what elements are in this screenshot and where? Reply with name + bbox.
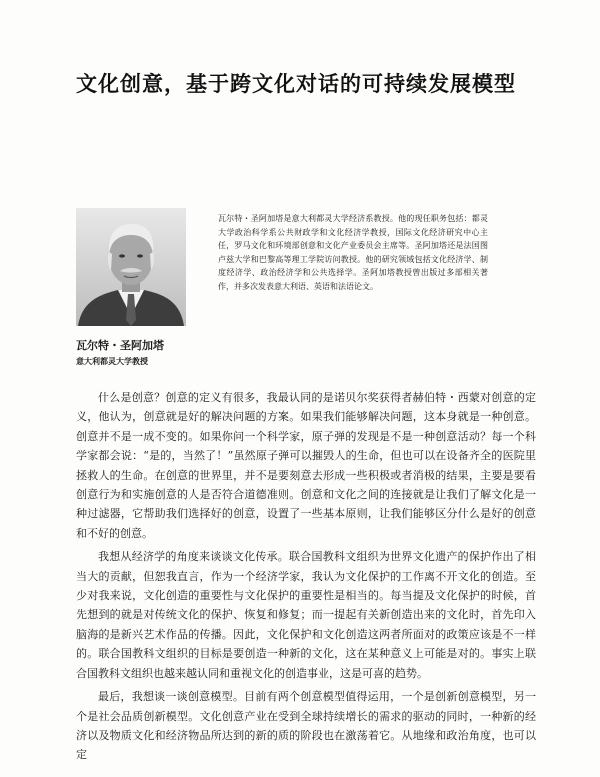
body-paragraph: 我想从经济学的角度来谈谈文化传承。联合国教科文组织为世界文化遗产的保护作出了相当大的贡献，但恕我直言，作为一个经济学家，我认为文化保护的工作离不开文化的创造。至少对我来说，文化创造的重要性与文化保护的重要性是相当的。每当提及文化保护的时候，首先想到的就是对传统文化的保护、恢复和修复；而一提起有关新创造出来的文化时，首先印入脑海的是新兴艺术作品的传播。因此，文化保护和文化创造这两者所面对的政策应该是不一样的。联合国教科文组织的目标是要创造一种新的文化，这在某种意义上可能是对的。事实上联合国教科文组织也越来越认同和重视文化的创造事业，这是可喜的趋势。 — [76, 550, 536, 680]
author-photo — [76, 208, 186, 326]
article-body — [76, 388, 536, 769]
body-paragraph: 什么是创意？创意的定义有很多，我最认同的是诺贝尔奖获得者赫伯特・西蒙对创意的定义，他认为，创意就是好的解决问题的方案。如果我们能够解决问题，这本身就是一种创意。创意并不是一成不变的。如果你问一个科学家，原子弹的发现是不是一种创意活动？每一个科学家都会说：“是的，当然了！”虽然原子弹可以摧毁人的生命，但也可以在设备齐全的医院里拯救人的生命。在创意的世界里，并不是要刻意去形成一些积极或者消极的结果，主要是要看创意行为和实施创意的人是否符合道德准则。创意和文化之间的连接就是让我们了解文化是一种过滤器，它帮助我们选择好的创意，设置了一些基本原则，让我们能够区分什么是好的创意和不好的创意。 — [76, 391, 536, 540]
author-affiliation: 意大利都灵大学教授 — [76, 357, 148, 366]
author-bio: 瓦尔特・圣阿加塔是意大利都灵大学经济系教授。他的现任职务包括：都灵大学政治科学系公共财政学和文化经济学教授，国际文化经济研究中心主任，罗马文化和环境部创意和文化产业委员会主席等。圣阿加塔还是法国图卢兹大学和巴黎高等理工学院访问教授。他的研究领域包括文化经济学、制度经济学、政治经济学和公共选择学。圣阿加塔教授曾出版过多部相关著作，并多次发表意大利语、英语和法语论文。 — [218, 214, 488, 291]
article-title: 文化创意，基于跨文化对话的可持续发展模型 — [76, 72, 516, 96]
author-name: 瓦尔特・圣阿加塔 — [76, 339, 164, 352]
body-paragraph: 最后，我想谈一谈创意模型。目前有两个创意模型值得运用，一个是创新创意模型，另一个是社会品质创新模型。文化创意产业在受到全球持续增长的需求的驱动的同时，一种新的经济以及物质文化和经济物品所达到的新的质的阶段也在激荡着它。从地缘和政治角度，也可以定 — [76, 690, 536, 762]
